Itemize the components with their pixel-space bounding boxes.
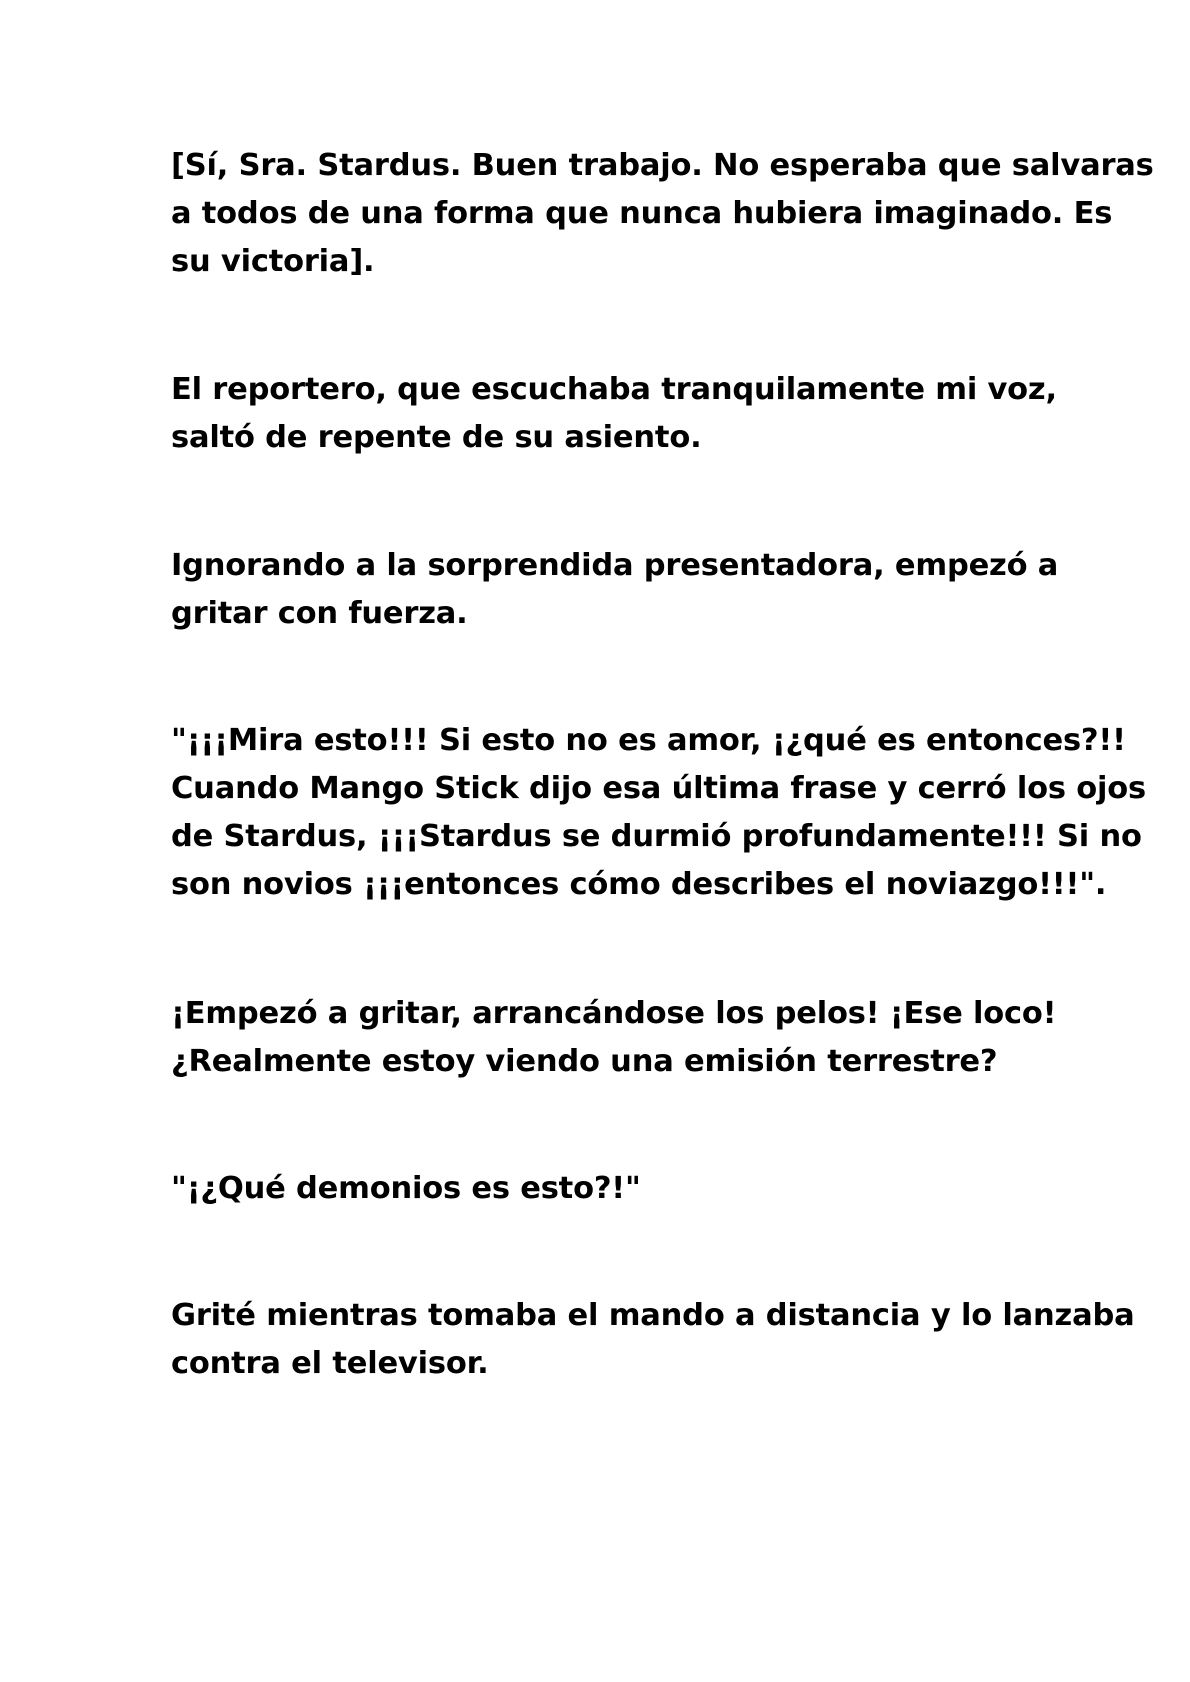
text-line: saltó de repente de su asiento. — [171, 420, 702, 455]
text-line: "¡¿Qué demonios es esto?!" — [171, 1171, 641, 1206]
text-line: "¡¡¡Mira esto!!! Si esto no es amor, ¡¿qué es entonces?!! — [171, 723, 1126, 758]
text-line: contra el televisor. — [171, 1346, 489, 1381]
text-line: su victoria]. — [171, 244, 375, 279]
text-line: Ignorando a la sorprendida presentadora, empezó a — [171, 548, 1059, 583]
text-line: son novios ¡¡¡entonces cómo describes el noviazgo!!!". — [171, 867, 1107, 902]
text-line: ¡Empezó a gritar, arrancándose los pelos! ¡Ese loco! — [171, 996, 1057, 1031]
paragraph — [171, 990, 1057, 1086]
text-line: El reportero, que escuchaba tranquilamente mi voz, — [171, 372, 1057, 407]
paragraph — [171, 366, 1057, 462]
paragraph — [171, 1165, 1051, 1213]
text-line: Cuando Mango Stick dijo esa última frase y cerró los ojos — [171, 771, 1146, 806]
text-line: Grité mientras tomaba el mando a distancia y lo lanzaba — [171, 1298, 1135, 1333]
text-line: de Stardus, ¡¡¡Stardus se durmió profundamente!!! Si no — [171, 819, 1142, 854]
text-line: [Sí, Sra. Stardus. Buen trabajo. No esperaba que salvaras — [171, 148, 1154, 183]
paragraph — [171, 542, 1059, 638]
text-line: ¿Realmente estoy viendo una emisión terrestre? — [171, 1044, 998, 1079]
paragraph — [171, 142, 1154, 286]
paragraph — [171, 717, 1146, 909]
text-line: a todos de una forma que nunca hubiera imaginado. Es — [171, 196, 1113, 231]
paragraph — [171, 1292, 1135, 1388]
text-line: gritar con fuerza. — [171, 596, 468, 631]
